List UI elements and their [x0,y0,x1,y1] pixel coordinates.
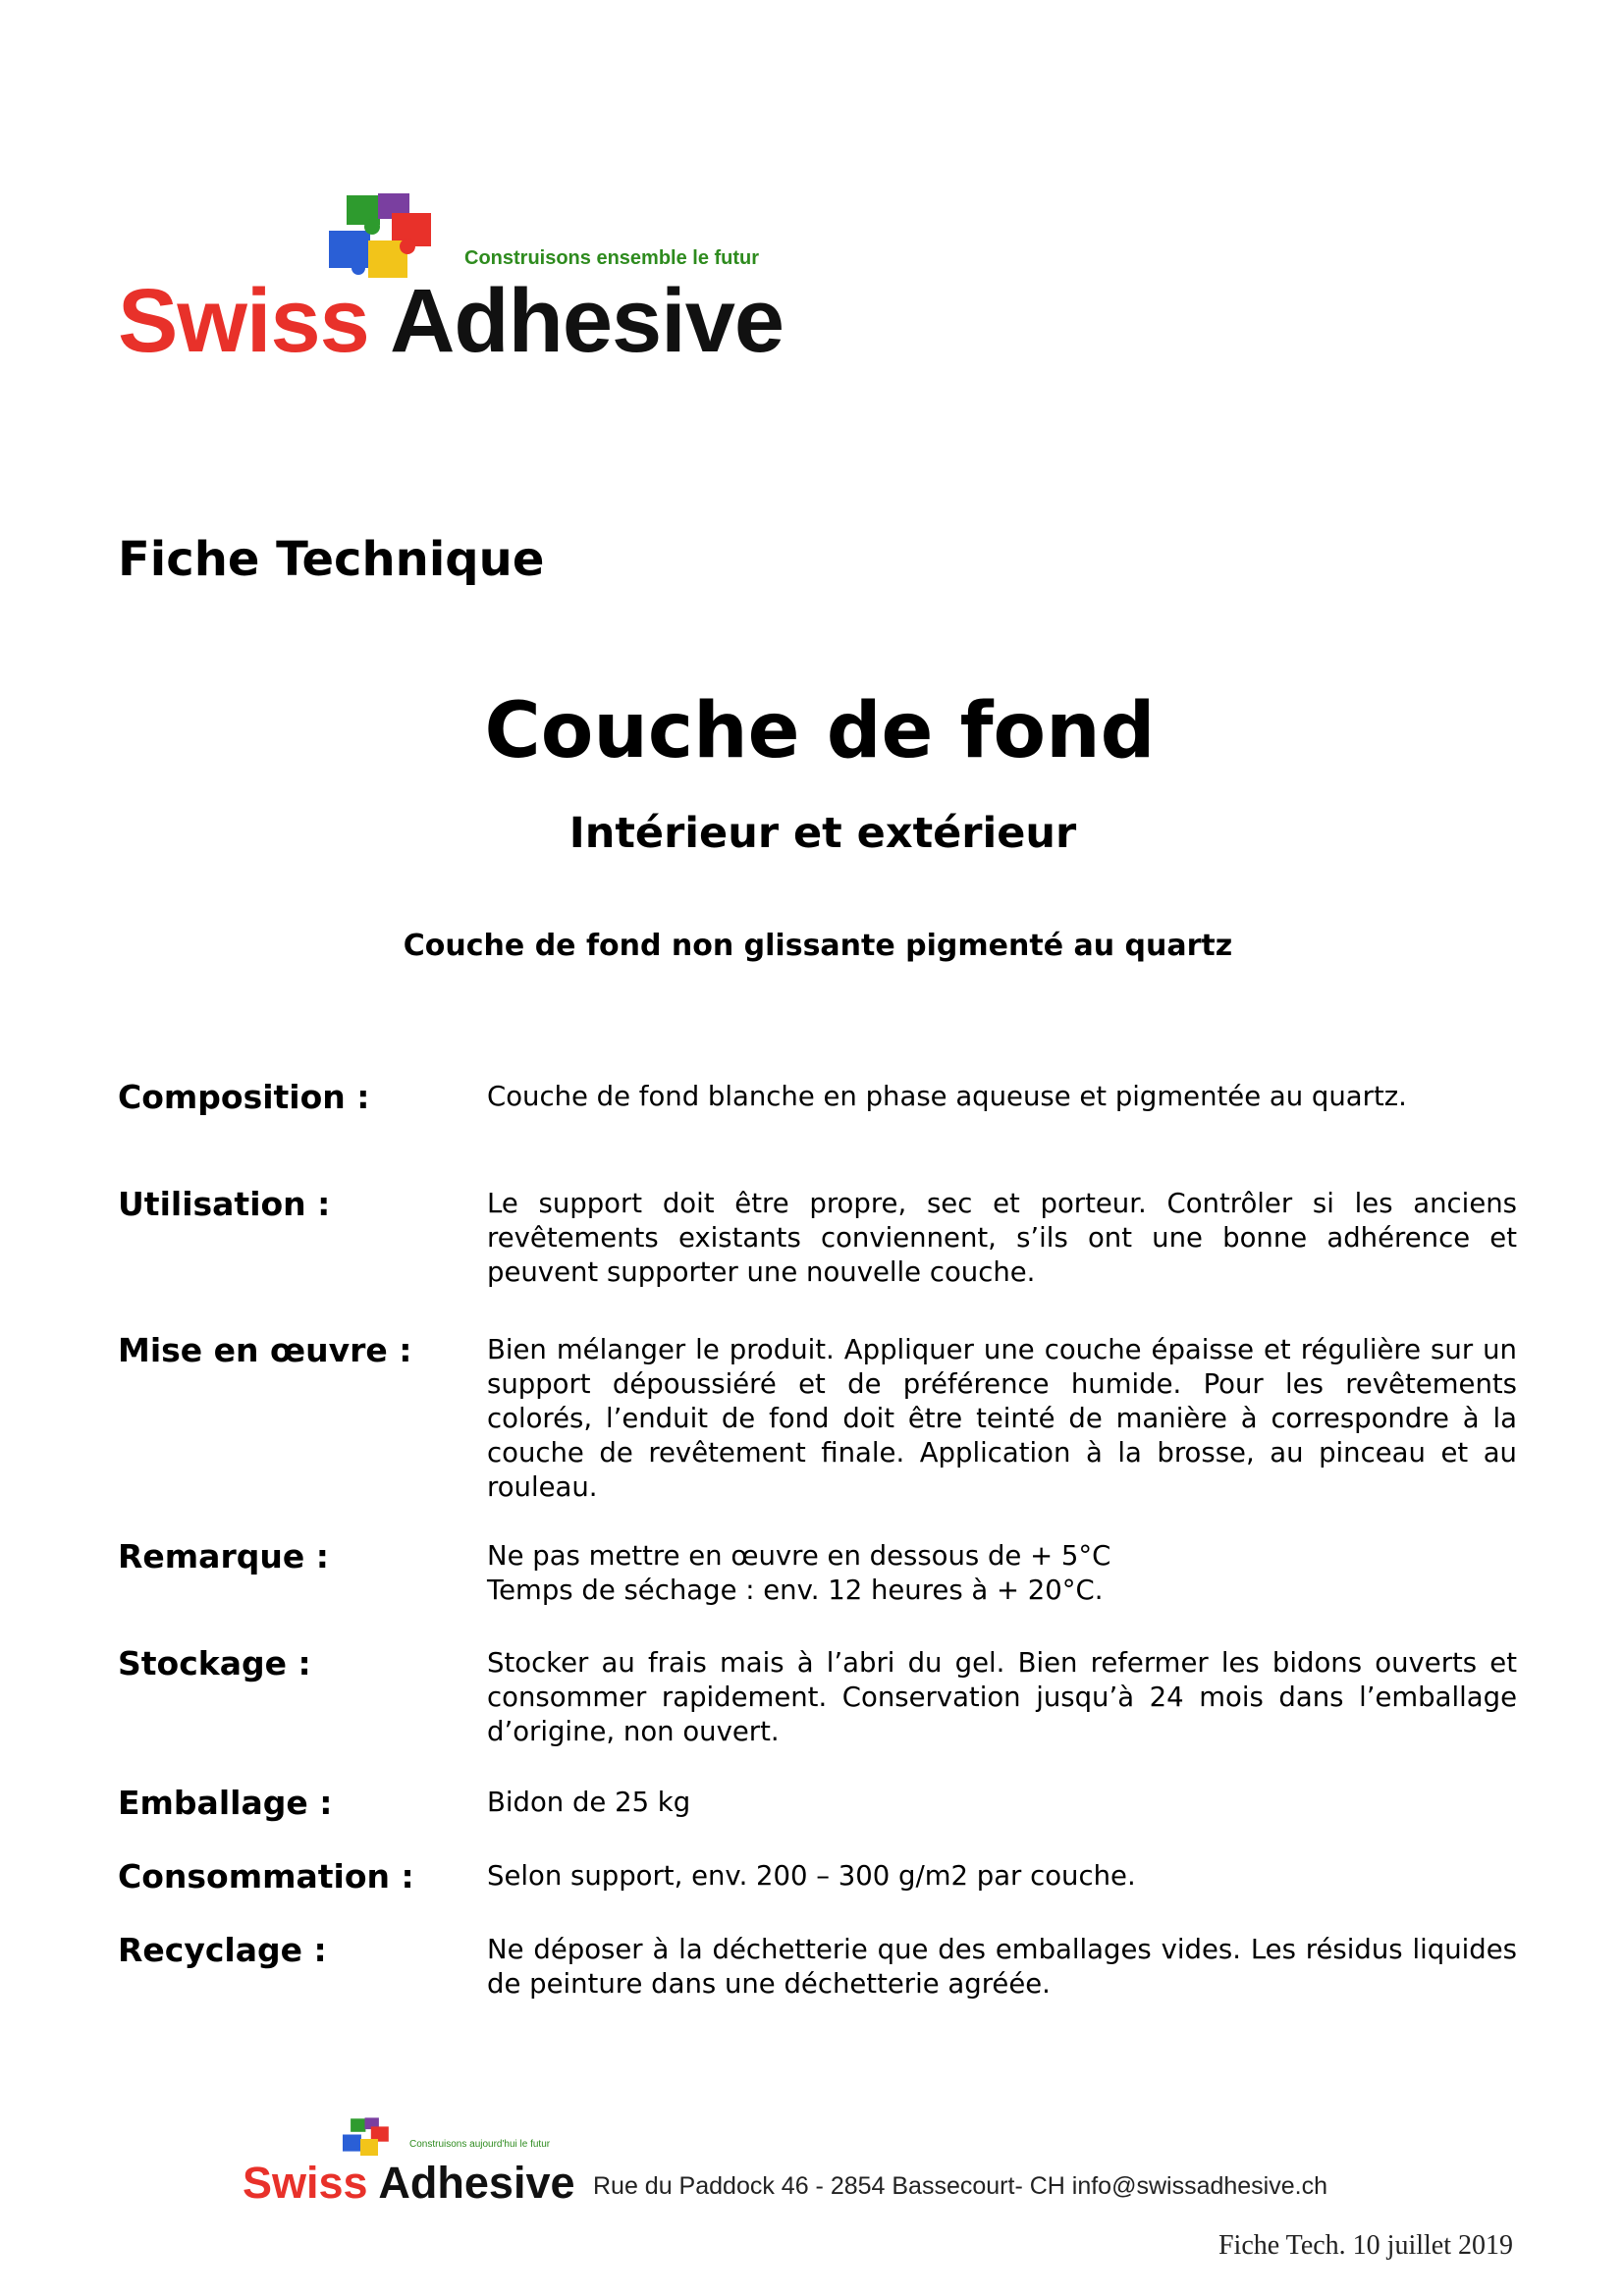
footer-tagline: Construisons aujourd'hui le futur [409,2139,551,2150]
section-line: Bidon de 25 kg [487,1787,691,1818]
brand-swiss: Swiss [243,2158,368,2208]
product-description: Couche de fond non glissante pigmenté au quartz [403,929,1233,963]
header-wordmark [118,271,784,371]
product-title: Couche de fond [484,687,1156,775]
puzzle-logo-icon [343,2115,396,2163]
header-logo [118,191,825,378]
section-label: Emballage : [118,1784,333,1822]
section-text [487,1933,1517,2002]
brand-swiss: Swiss [118,271,369,371]
footer-address: Rue du Paddock 46 - 2854 Bassecourt- CH info@swissadhesive.ch [593,2172,1327,2200]
brand-adhesive: Adhesive [378,2158,575,2208]
section-text [487,1333,1517,1505]
section-text [487,1539,1517,1608]
section-line: Couche de fond blanche en phase aqueuse et pigmentée au quartz. [487,1081,1407,1112]
section-line: Stocker au frais mais à l’abri du gel. Bien refermer les bidons ouverts et consommer rapidement. Conservation jusqu’à 24 mois dans l’emballage d’origine, non ouvert. [487,1647,1517,1747]
section-label: Remarque : [118,1537,329,1575]
section-label: Utilisation : [118,1185,331,1223]
section-label: Consommation : [118,1857,414,1896]
section-line: Ne déposer à la déchetterie que des emballages vides. Les résidus liquides de peinture dans une déchetterie agréée. [487,1934,1517,2000]
section-text [487,1080,1517,1114]
section-text [487,1786,1517,1820]
section-line: Temps de séchage : env. 12 heures à + 20°C. [487,1575,1104,1606]
section-line: Le support doit être propre, sec et porteur. Contrôler si les anciens revêtements existants conviennent, s’ils ont une bonne adhérence et peuvent supporter une nouvelle couche. [487,1188,1517,1288]
footer-logo [243,2115,1421,2214]
section-text [487,1187,1517,1290]
section-label: Mise en œuvre : [118,1331,412,1369]
brand-adhesive: Adhesive [389,271,784,371]
section-line: Bien mélanger le produit. Appliquer une couche épaisse et régulière sur un support dépoussiéré et de préférence humide. Pour les revêtements colorés, l’enduit de fond doit être teinté de manière à correspondre à la couche de revêtement finale. Application à la brosse, au pinceau et au rouleau. [487,1334,1517,1503]
section-label: Stockage : [118,1644,311,1682]
header-tagline: Construisons ensemble le futur [464,247,760,269]
section-line: Ne pas mettre en œuvre en dessous de + 5°C [487,1540,1111,1572]
document-label: Fiche Technique [118,532,545,587]
section-text [487,1646,1517,1749]
section-text [487,1859,1517,1894]
section-label: Composition : [118,1078,370,1116]
footer-date: Fiche Tech. 10 juillet 2019 [1217,2230,1513,2261]
section-line: Selon support, env. 200 – 300 g/m2 par couche. [487,1860,1136,1892]
section-label: Recyclage : [118,1931,327,1969]
product-subtitle: Intérieur et extérieur [568,809,1077,858]
footer-wordmark [243,2158,575,2208]
